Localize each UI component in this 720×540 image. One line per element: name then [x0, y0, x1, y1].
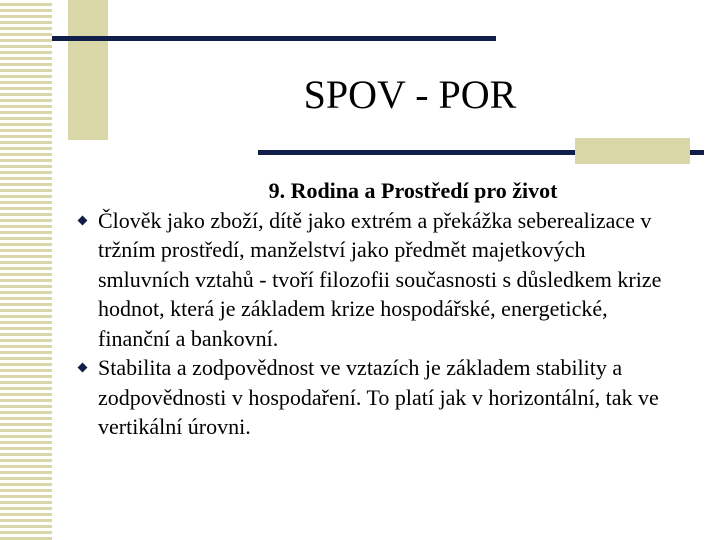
decorative-accent-block-top — [68, 0, 108, 140]
bullet-text: Člověk jako zboží, dítě jako extrém a překážka seberealizace v tržním prostředí, manželství jako předmět majetkových smluvních vztahů - tvoří filozofii současnosti s důsledkem krize hodnot, která je základem krize hospodářské, energetické, finanční a bankovní. — [98, 207, 662, 351]
slide-content — [78, 176, 678, 442]
bullet-item — [78, 206, 678, 354]
bullet-text: Stabilita a zodpovědnost ve vztazích je základem stability a zodpovědnosti v hospodaření. To platí jak v horizontální, tak ve vertikální úrovni. — [98, 355, 659, 439]
title-rule-top — [52, 36, 496, 41]
bullet-list — [78, 206, 678, 442]
slide-title: SPOV - POR — [303, 72, 517, 117]
diamond-bullet-icon — [78, 363, 88, 373]
diamond-bullet-icon — [78, 215, 88, 225]
decorative-accent-block-bottom — [575, 138, 690, 164]
decorative-stripes — [0, 0, 52, 540]
bullet-item — [78, 353, 678, 442]
slide-subtitle: 9. Rodina a Prostředí pro život — [268, 178, 558, 203]
